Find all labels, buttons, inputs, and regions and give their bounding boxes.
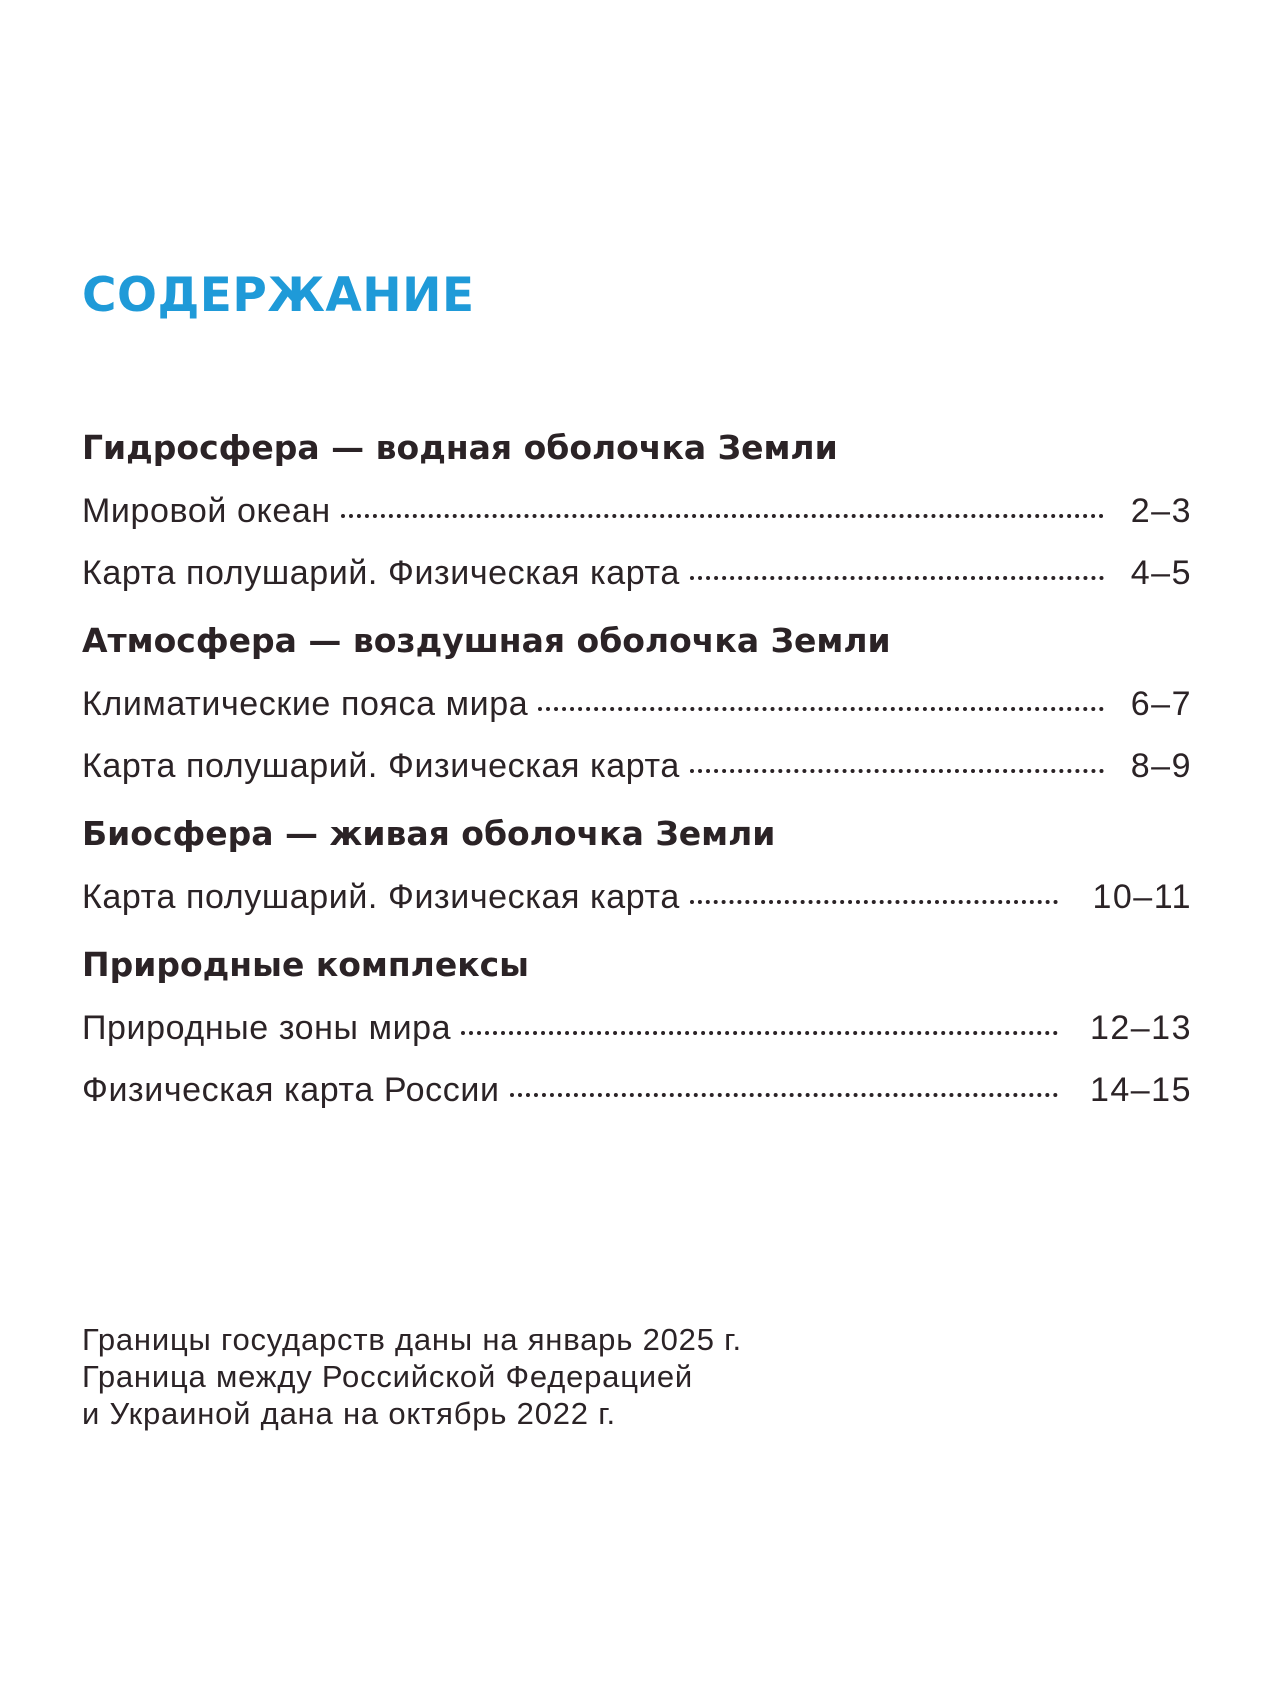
toc-entry[interactable] [82, 1073, 1192, 1107]
toc-entry-pages: 6–7 [1130, 685, 1192, 723]
section-title-atmosphere: Атмосфера — воздушная оболочка Земли [82, 621, 891, 660]
note-line: и Украиной дана на октябрь 2022 г. [82, 1396, 616, 1431]
toc-entry[interactable] [82, 556, 1192, 590]
section-title-hydrosphere: Гидросфера — водная оболочка Земли [82, 428, 838, 467]
toc-entry-pages: 4–5 [1130, 554, 1192, 592]
section-title-biosphere: Биосфера — живая оболочка Земли [82, 814, 776, 853]
dot-leader [510, 1093, 1058, 1097]
toc-entry-label: Климатические пояса мира [82, 685, 529, 723]
note-line: Границы государств даны на январь 2025 г. [82, 1322, 742, 1357]
dot-leader [690, 576, 1104, 580]
toc-entry-pages: 8–9 [1130, 747, 1192, 785]
toc-entry-label: Физическая карта России [82, 1071, 500, 1109]
toc-entry[interactable] [82, 494, 1192, 528]
dot-leader [690, 900, 1058, 904]
toc-entry[interactable] [82, 687, 1192, 721]
toc-entry-pages: 10–11 [1092, 878, 1192, 916]
page-title: СОДЕРЖАНИЕ [82, 268, 475, 323]
toc-entry-pages: 12–13 [1089, 1009, 1192, 1047]
section-title-natural-complexes: Природные комплексы [82, 945, 530, 984]
note-line: Граница между Российской Федерацией [82, 1359, 694, 1394]
dot-leader [341, 514, 1104, 518]
borders-note [82, 1321, 742, 1432]
dot-leader [461, 1031, 1058, 1035]
toc-entry-pages: 2–3 [1130, 492, 1192, 530]
toc-entry-label: Карта полушарий. Физическая карта [82, 554, 680, 592]
toc-entry[interactable] [82, 880, 1192, 914]
toc-entry[interactable] [82, 749, 1192, 783]
dot-leader [690, 769, 1104, 773]
toc-entry-label: Карта полушарий. Физическая карта [82, 747, 680, 785]
table-of-contents [82, 428, 1192, 1109]
dot-leader [538, 707, 1104, 711]
toc-entry-label: Мировой океан [82, 492, 331, 530]
toc-entry-label: Карта полушарий. Физическая карта [82, 878, 680, 916]
toc-entry-label: Природные зоны мира [82, 1009, 452, 1047]
toc-entry[interactable] [82, 1011, 1192, 1045]
toc-entry-pages: 14–15 [1089, 1071, 1192, 1109]
